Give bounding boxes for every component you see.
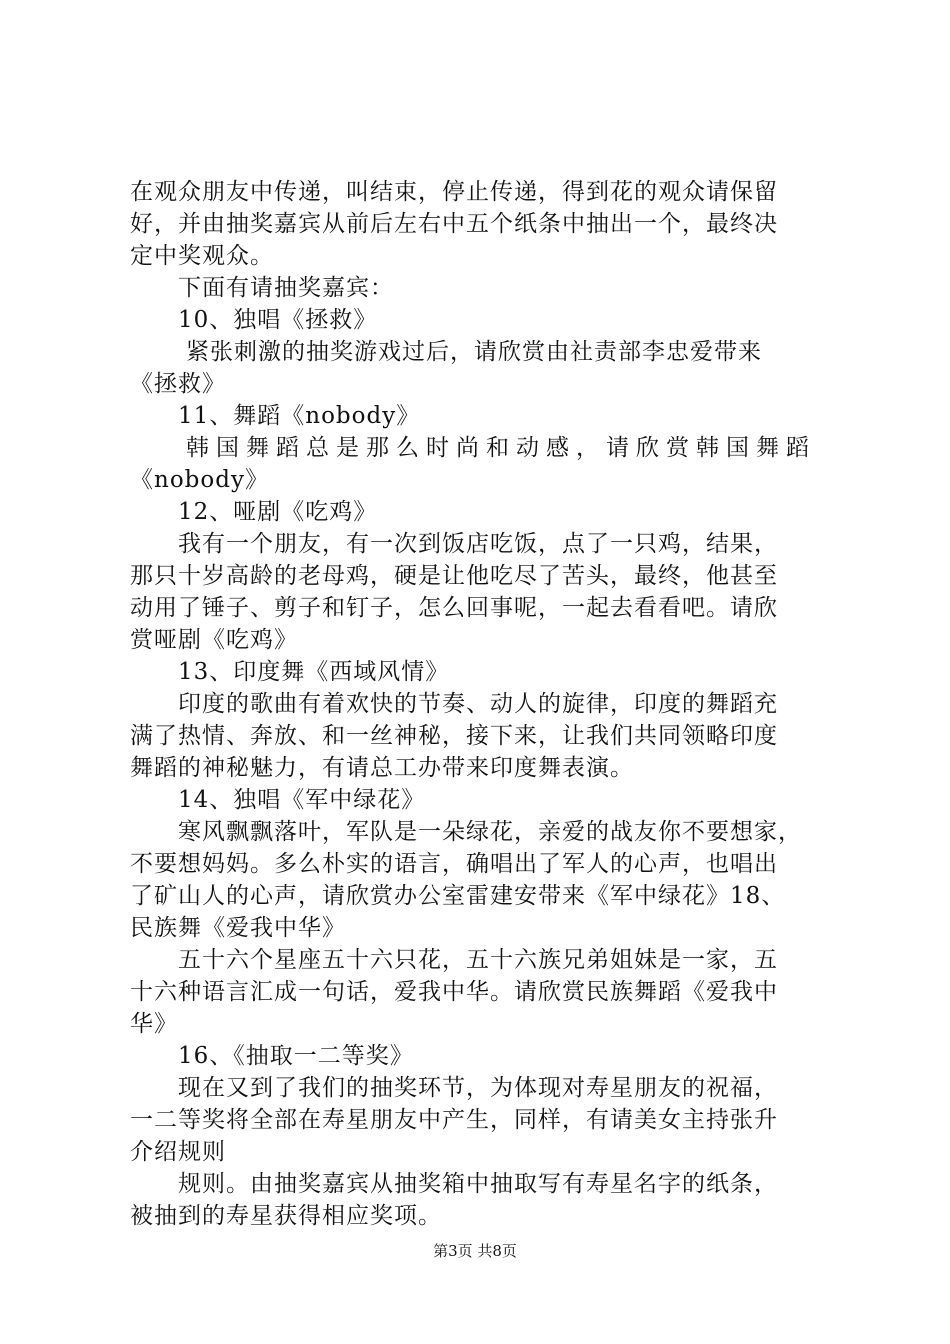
text-line: 不要想妈妈。多么朴实的语言，确唱出了军人的心声，也唱出 [130, 851, 778, 877]
text-line: 规则。由抽奖嘉宾从抽奖箱中抽取写有寿星名字的纸条， [178, 1171, 778, 1197]
program-heading: 13、印度舞《西域风情》 [178, 659, 450, 685]
text-line: 寒风飘飘落叶，军队是一朵绿花，亲爱的战友你不要想家， [178, 819, 802, 845]
text-line: 介绍规则 [130, 1139, 226, 1165]
text-line: 被抽到的寿星获得相应奖项。 [130, 1203, 442, 1229]
text-line: 赏哑剧《吃鸡》 [130, 627, 298, 653]
program-heading: 12、哑剧《吃鸡》 [178, 499, 378, 525]
text-line: 好，并由抽奖嘉宾从前后左右中五个纸条中抽出一个，最终决 [130, 211, 778, 237]
text-line: 在观众朋友中传递，叫结束，停止传递，得到花的观众请保留 [130, 179, 778, 205]
text-line: 我有一个朋友，有一次到饭店吃饭，点了一只鸡，结果， [178, 531, 778, 557]
text-line: 舞蹈的神秘魅力，有请总工办带来印度舞表演。 [130, 755, 634, 781]
text-line: 下面有请抽奖嘉宾： [178, 275, 394, 301]
text-line: 定中奖观众。 [130, 243, 274, 269]
page-footer: 第3页 共8页 [433, 1242, 517, 1260]
text-line: 五十六个星座五十六只花，五十六族兄弟姐妹是一家，五 [178, 947, 778, 973]
text-line: 现在又到了我们的抽奖环节，为体现对寿星朋友的祝福， [178, 1075, 778, 1101]
text-line: 民族舞《爱我中华》 [130, 915, 346, 941]
text-line: 满了热情、奔放、和一丝神秘，接下来，让我们共同领略印度 [130, 723, 778, 749]
program-heading: 11、舞蹈《nobody》 [178, 403, 421, 429]
text-line: 动用了锤子、剪子和钉子，怎么回事呢，一起去看看吧。请欣 [130, 595, 778, 621]
text-line: 那只十岁高龄的老母鸡，硬是让他吃尽了苦头，最终，他甚至 [130, 563, 778, 589]
text-line: 韩国舞蹈总是那么时尚和动感，请欣赏韩国舞蹈 [186, 435, 816, 461]
text-line: 《拯救》 [130, 371, 226, 397]
text-line: 十六种语言汇成一句话，爱我中华。请欣赏民族舞蹈《爱我中 [130, 979, 778, 1005]
program-heading: 14、独唱《军中绿花》 [178, 787, 426, 813]
program-heading: 16、《抽取一二等奖》 [178, 1043, 414, 1069]
text-line: 了矿山人的心声，请欣赏办公室雷建安带来《军中绿花》18、 [130, 883, 786, 909]
text-line: 华》 [130, 1011, 178, 1037]
text-line: 紧张刺激的抽奖游戏过后，请欣赏由社责部李忠爱带来 [186, 339, 762, 365]
program-heading: 10、独唱《拯救》 [178, 307, 378, 333]
text-line: 印度的歌曲有着欢快的节奏、动人的旋律，印度的舞蹈充 [178, 691, 778, 717]
document-body [130, 176, 830, 1232]
text-line: 《nobody》 [130, 467, 269, 493]
text-line: 一二等奖将全部在寿星朋友中产生，同样，有请美女主持张升 [130, 1107, 778, 1133]
